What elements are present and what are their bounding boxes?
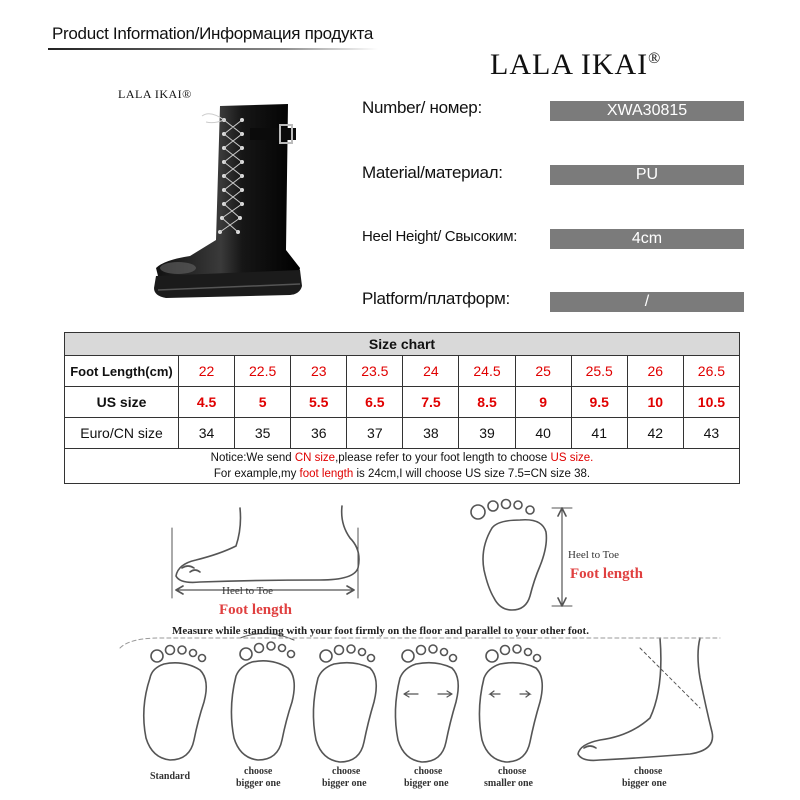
caption-line-1: choose bbox=[244, 766, 273, 777]
foot-outline-3 bbox=[313, 645, 376, 762]
foot-outline-6 bbox=[578, 638, 713, 760]
eu-size-cell: 43 bbox=[683, 418, 739, 449]
brand-logo-small: LALA IKAI® bbox=[118, 87, 192, 101]
eu-size-cell: 41 bbox=[571, 418, 627, 449]
us-size-cell: 10 bbox=[627, 387, 683, 418]
eu-size-cell: 35 bbox=[235, 418, 291, 449]
spec-material-value: PU bbox=[550, 165, 744, 185]
foot-length-cell: 26.5 bbox=[683, 356, 739, 387]
us-size-cell: 5.5 bbox=[291, 387, 347, 418]
foot-length-cell: 24 bbox=[403, 356, 459, 387]
spec-platform-value: / bbox=[550, 292, 744, 312]
boot-image bbox=[150, 100, 320, 320]
size-notice bbox=[65, 449, 740, 484]
caption-line-1: choose bbox=[414, 766, 443, 777]
spec-heel-label: Heel Height/ Свысоким: bbox=[362, 228, 518, 245]
spec-material-label: Material/материал: bbox=[362, 163, 503, 182]
eu-size-cell: 42 bbox=[627, 418, 683, 449]
notice-highlight: US size. bbox=[550, 452, 594, 464]
caption-line-1: choose bbox=[332, 766, 361, 777]
header-underline bbox=[48, 48, 378, 50]
foot-length-cell: 26 bbox=[627, 356, 683, 387]
eu-size-cell: 39 bbox=[459, 418, 515, 449]
us-size-cell: 8.5 bbox=[459, 387, 515, 418]
us-size-header: US size bbox=[65, 387, 179, 418]
foot-length-cell: 24.5 bbox=[459, 356, 515, 387]
top-foot-icon bbox=[471, 500, 572, 611]
eu-size-cell: 38 bbox=[403, 418, 459, 449]
eu-size-cell: 34 bbox=[179, 418, 235, 449]
us-size-cell: 9.5 bbox=[571, 387, 627, 418]
notice-line-2 bbox=[65, 466, 739, 482]
notice-text: For example,my bbox=[213, 468, 300, 480]
foot-length-cell: 25 bbox=[515, 356, 571, 387]
heel-to-toe-top-label: Heel to Toe bbox=[568, 549, 619, 561]
measurement-diagram bbox=[0, 488, 800, 800]
spec-number-value: XWA30815 bbox=[550, 101, 744, 121]
foot-length-cell: 22 bbox=[179, 356, 235, 387]
brand-name: LALA IKAI bbox=[490, 48, 649, 81]
caption-line-1: choose bbox=[498, 766, 527, 777]
eu-size-cell: 40 bbox=[515, 418, 571, 449]
notice-highlight: CN size bbox=[294, 452, 336, 464]
page-title: Product Information/Информация продукта bbox=[52, 24, 374, 43]
spec-number-label: Number/ номер: bbox=[362, 98, 482, 117]
us-size-cell: 5 bbox=[235, 387, 291, 418]
foot-outline-4 bbox=[395, 645, 458, 762]
brand-logo bbox=[490, 48, 661, 82]
notice-text: ,please refer to your foot length to choose bbox=[335, 452, 551, 464]
foot-length-cell: 23 bbox=[291, 356, 347, 387]
size-chart-title: Size chart bbox=[65, 333, 740, 356]
us-size-cell: 6.5 bbox=[347, 387, 403, 418]
foot-outline-5 bbox=[479, 645, 542, 762]
foot-length-header: Foot Length(cm) bbox=[65, 356, 179, 387]
us-size-cell: 4.5 bbox=[179, 387, 235, 418]
foot-outline-standard bbox=[144, 646, 207, 761]
notice-text: is 24cm,I will choose US size 7.5=CN size 38. bbox=[353, 468, 591, 480]
eu-size-cell: 36 bbox=[291, 418, 347, 449]
brand-mark: ® bbox=[648, 50, 662, 67]
caption-line-2: bigger one bbox=[622, 778, 667, 789]
us-size-cell: 10.5 bbox=[683, 387, 739, 418]
foot-outline-2 bbox=[231, 633, 294, 760]
eu-size-header: Euro/CN size bbox=[65, 418, 179, 449]
caption-line-1: choose bbox=[634, 766, 663, 777]
foot-length-side-label: Foot length bbox=[219, 602, 292, 618]
foot-length-top-label: Foot length bbox=[570, 566, 643, 582]
notice-text: Notice:We send bbox=[210, 452, 295, 464]
caption-line-2: bigger one bbox=[322, 778, 367, 789]
size-chart-table bbox=[64, 332, 740, 484]
caption-line-2: bigger one bbox=[236, 778, 281, 789]
eu-size-cell: 37 bbox=[347, 418, 403, 449]
us-size-cell: 7.5 bbox=[403, 387, 459, 418]
caption-line-2: bigger one bbox=[404, 778, 449, 789]
notice-highlight: foot length bbox=[299, 468, 354, 480]
foot-length-cell: 23.5 bbox=[347, 356, 403, 387]
notice-line-1 bbox=[65, 450, 739, 466]
caption-standard: Standard bbox=[150, 771, 191, 782]
heel-to-toe-side-label: Heel to Toe bbox=[222, 585, 273, 597]
spec-heel-value: 4cm bbox=[550, 229, 744, 249]
foot-length-cell: 22.5 bbox=[235, 356, 291, 387]
us-size-cell: 9 bbox=[515, 387, 571, 418]
spec-platform-label: Platform/платформ: bbox=[362, 289, 510, 308]
foot-length-cell: 25.5 bbox=[571, 356, 627, 387]
measure-instruction: Measure while standing with your foot firmly on the floor and parallel to your other foot. bbox=[172, 625, 589, 637]
caption-line-2: smaller one bbox=[484, 778, 533, 789]
